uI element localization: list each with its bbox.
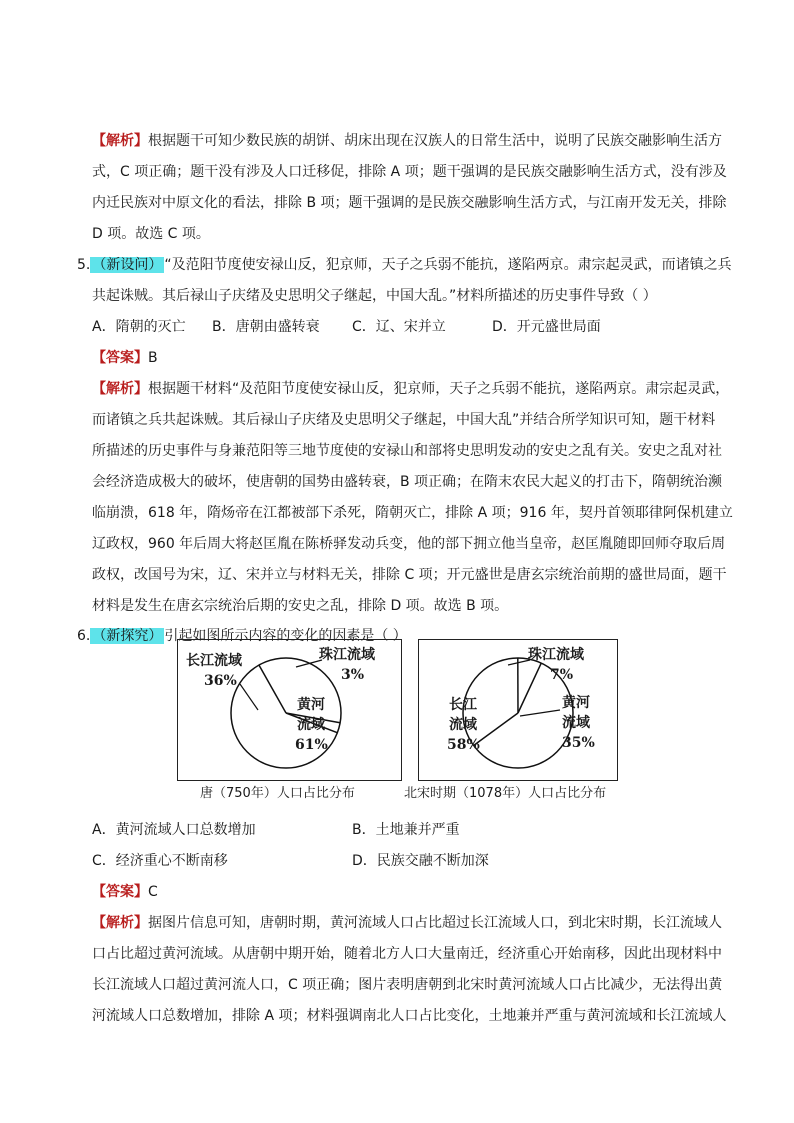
q5-analysis-line-4: 会经济造成极大的破坏，使唐朝的国势由盛转衰，B 项正确；在隋末农民大起义的打击下，隋朝统治濒 <box>92 474 723 490</box>
c2-pct-huanghe: 35% <box>562 735 595 751</box>
c2-label-changjiang-b: 流域 <box>449 717 477 733</box>
q6-tag: （新探究） <box>92 628 163 644</box>
para1-line-3: 内迁民族对中原文化的看法，排除 B 项；题干强调的是民族交融影响生活方式，与江南开发无关，排除 <box>92 195 727 211</box>
q5-analysis-line-3: 所描述的历史事件与身兼范阳等三地节度使的安禄山和部将史思明发动的安史之乱有关。安史之乱对社 <box>92 443 722 459</box>
q6-number: 6. <box>77 628 91 644</box>
para1-line-2: 式，C 项正确；题干没有涉及人口迁移促，排除 A 项；题干强调的是民族交融影响生活方式，没有涉及 <box>92 164 727 180</box>
c1-label-changjiang: 长江流域 <box>186 653 242 669</box>
para1-line-4: D 项。故选 C 项。 <box>92 226 210 242</box>
para1-text-1: 根据题干可知少数民族的胡饼、胡床出现在汉族人的日常生活中，说明了民族交融影响生活方 <box>148 133 722 149</box>
chart-caption-tang: 唐（750年）人口占比分布 <box>200 786 355 801</box>
q6-answer-value: C <box>148 884 158 900</box>
q5-analysis-line-6: 辽政权，960 年后周大将赵匡胤在陈桥驿发动兵变，他的部下拥立他当皇帝，赵匡胤随即回师夺取后周 <box>92 536 726 552</box>
q6-analysis-line-4: 河流域人口总数增加，排除 A 项；材料强调南北人口占比变化，土地兼并严重与黄河流域和长江流域人 <box>92 1008 727 1024</box>
c2-label-huanghe-a: 黄河 <box>562 695 590 711</box>
q6-analysis-text-1: 据图片信息可知，唐朝时期，黄河流域人口占比超过长江流域人口，到北宋时期，长江流域人 <box>148 915 722 931</box>
q5-tag: （新设问） <box>92 257 163 273</box>
c2-label-huanghe-b: 流域 <box>562 715 590 731</box>
q5-option-c[interactable]: C．辽、宋并立 <box>352 319 446 335</box>
q5-answer-label: 【答案】 <box>92 350 148 366</box>
q6-analysis-label: 【解析】 <box>92 915 148 931</box>
q5-analysis-line-5: 临崩溃，618 年，隋炀帝在江都被部下杀死，隋朝灭亡，排除 A 项；916 年，契丹首领耶律阿保机建立 <box>92 505 733 521</box>
q5-analysis-label: 【解析】 <box>92 381 148 397</box>
q5-analysis-text-1: 根据题干材料“及范阳节度使安禄山反，犯京师，天子之兵弱不能抗，遂陷两京。肃宗起灵武， <box>148 381 730 397</box>
q5-analysis-line-2: 而诸镇之兵共起诛贼。其后禄山子庆绪及史思明父子继起，中国大乱”并结合所学知识可知，题干材料 <box>92 412 716 428</box>
q6-analysis-line-2: 口占比超过黄河流域。从唐朝中期开始，随着北方人口大量南迁，经济重心开始南移，因此出现材料中 <box>92 946 722 962</box>
analysis-label: 【解析】 <box>92 133 148 149</box>
q5-option-b[interactable]: B．唐朝由盛转衰 <box>212 319 320 335</box>
q6-answer-label: 【答案】 <box>92 884 148 900</box>
q5-answer-value: B <box>148 350 158 366</box>
q6-option-c[interactable]: C．经济重心不断南移 <box>92 853 228 869</box>
q5-number: 5. <box>77 257 91 273</box>
c1-label-huanghe-b: 流域 <box>297 717 325 733</box>
c1-pct-changjiang: 36% <box>204 673 237 689</box>
q6-option-d[interactable]: D．民族交融不断加深 <box>352 853 489 869</box>
c1-label-huanghe-a: 黄河 <box>297 697 325 713</box>
q6-option-a[interactable]: A．黄河流域人口总数增加 <box>92 822 256 838</box>
c2-pct-changjiang: 58% <box>447 737 480 753</box>
q5-line-2: 共起诛贼。其后禄山子庆绪及史思明父子继起，中国大乱。”材料所描述的历史事件导致（ ） <box>92 288 657 304</box>
c1-label-zhujiang: 珠江流域 <box>319 647 375 663</box>
q5-stem-1: “及范阳节度使安禄山反，犯京师，天子之兵弱不能抗，遂陷两京。肃宗起灵武，而诸镇之兵 <box>164 257 732 273</box>
q6-analysis-line-3: 长江流域人口超过黄河流人口，C 项正确；图片表明唐朝到北宋时黄河流域人口占比减少，无法得出黄 <box>92 977 723 993</box>
c1-pct-huanghe: 61% <box>295 737 328 753</box>
q6-analysis-line-1 <box>92 913 722 933</box>
c2-label-zhujiang: 珠江流域 <box>528 647 584 663</box>
q6-option-b[interactable]: B．土地兼并严重 <box>352 822 460 838</box>
q5-option-a[interactable]: A．隋朝的灭亡 <box>92 319 186 335</box>
q5-option-d[interactable]: D．开元盛世局面 <box>492 319 601 335</box>
q6-stem: 引起如图所示内容的变化的因素是（ ） <box>164 628 407 644</box>
c2-pct-zhujiang: 7% <box>550 667 574 683</box>
q5-analysis-line-8: 材料是发生在唐玄宗统治后期的安史之乱，排除 D 项。故选 B 项。 <box>92 598 509 614</box>
c2-label-changjiang-a: 长江 <box>449 697 477 713</box>
q5-analysis-line-7: 政权，改国号为宋，辽、宋并立与材料无关，排除 C 项；开元盛世是唐玄宗统治前期的盛世局面，题干 <box>92 567 727 583</box>
q6-answer <box>92 882 158 902</box>
chart-caption-song: 北宋时期（1078年）人口占比分布 <box>404 786 607 801</box>
c1-pct-zhujiang: 3% <box>341 667 365 683</box>
